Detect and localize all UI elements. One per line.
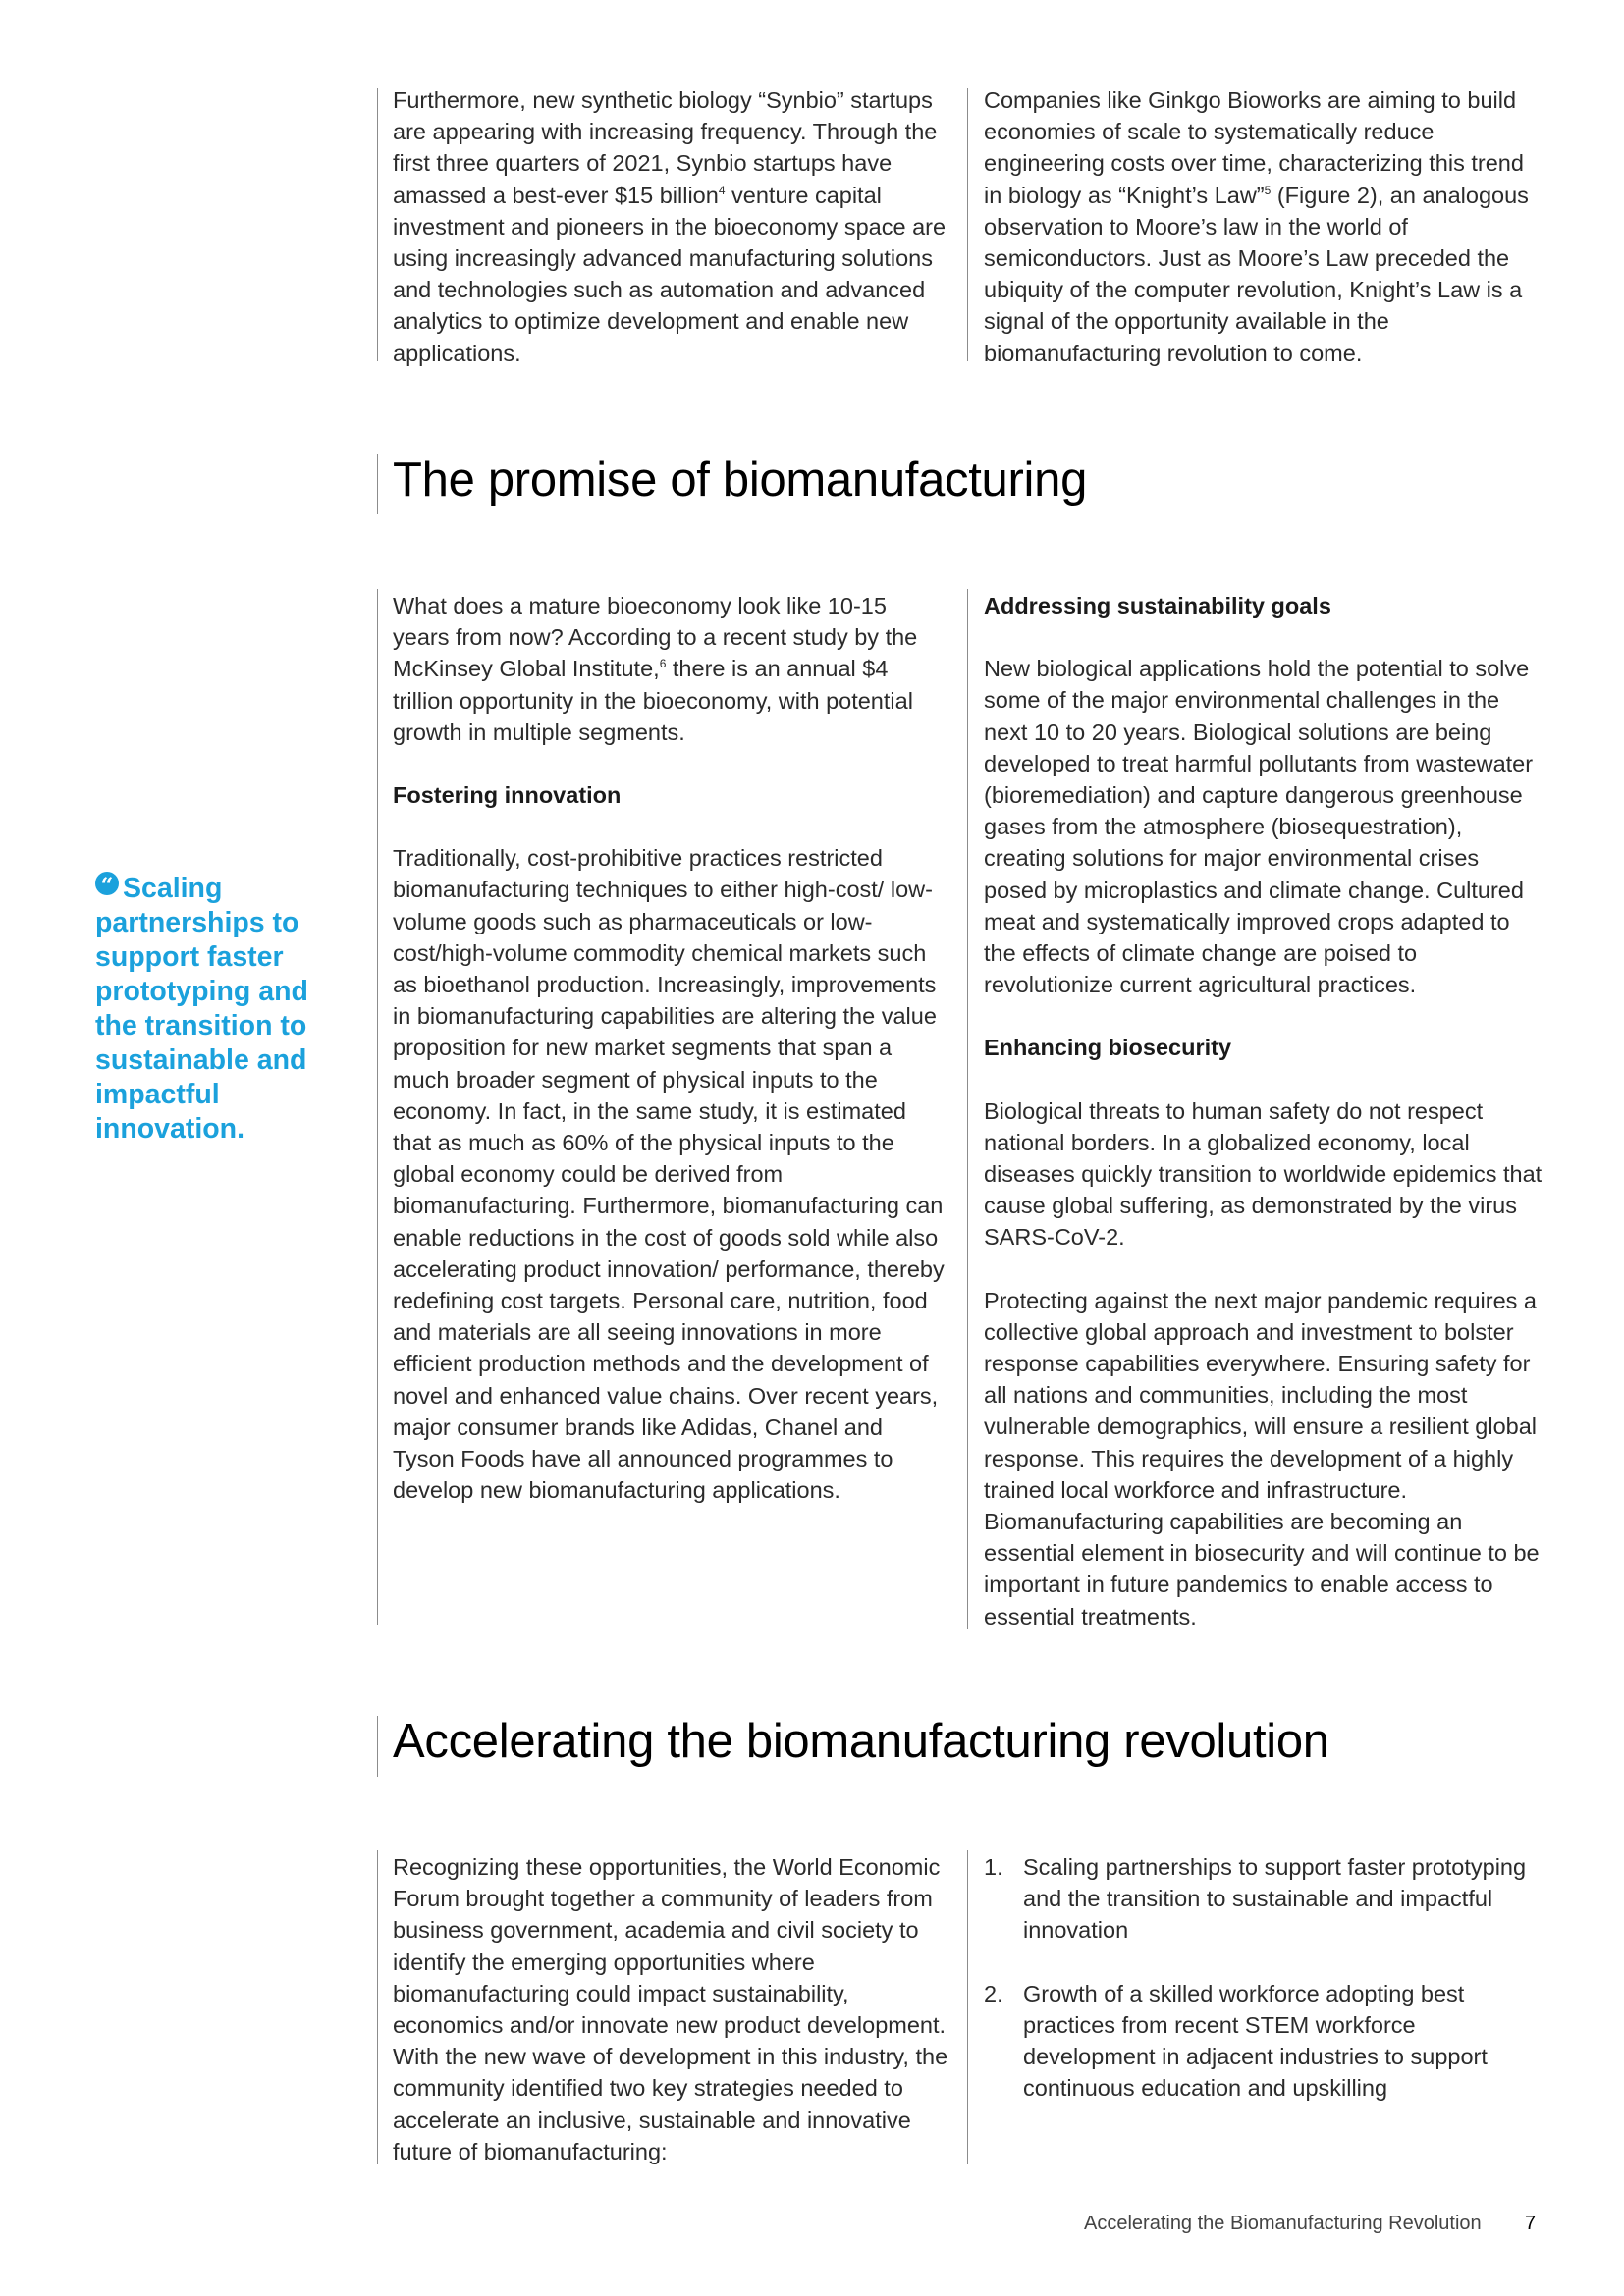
section1-left-rule (377, 589, 378, 1625)
biosecurity-body: Biological threats to human safety do not respect national borders. In a globalized economy, local diseases quickly transition to worldwide epidemics that cause global suffering, as demonstrated by the virus SARS-CoV-2. (984, 1097, 1543, 1251)
section2-right-rule (967, 1850, 968, 2164)
section2-title: Accelerating the biomanufacturing revolution (393, 1715, 1329, 1768)
section1-title: The promise of biomanufacturing (393, 454, 1088, 507)
top-right-column (984, 84, 1543, 369)
list-number: 1. (984, 1854, 1003, 1880)
footnote-ref-5[interactable]: 5 (1264, 183, 1272, 197)
sustainability-heading: Addressing sustainability goals (984, 593, 1331, 618)
strategy-list-item (984, 1851, 1543, 1947)
pull-quote-text: Scaling partnerships to support faster prototyping and the transition to sustainable and impactful innovation. (95, 873, 308, 1145)
top-right-rule (967, 88, 968, 361)
bioeconomy-intro: What does a mature bioeconomy look like 10-15 years from now? According to a recent study by the McKinsey Global Institute,$^6$ there is an annual $4 trillion opportunity in the bioeconomy, with potential growth in multiple segments. (393, 593, 918, 745)
biosecurity-heading: Enhancing biosecurity (984, 1035, 1232, 1061)
community-paragraph: Recognizing these opportunities, the World Economic Forum brought together a community of leaders from business government, academia and civil society to identify the emerging opportunities where biomanufacturing could impact sustainability, economics and/or innovate new product development. With the new wave of development in this industry, the community identified two key strategies needed to accelerate an inclusive, sustainable and innovative future of biomanufacturing: (393, 1854, 948, 2164)
strategy-list-item (984, 1978, 1543, 2105)
strategy-list (984, 1851, 1543, 2104)
list-number: 2. (984, 1980, 1003, 2006)
page-number: 7 (1525, 2213, 1537, 2234)
section2-right-column (984, 1851, 1543, 2104)
section1-heading-rule (377, 454, 378, 514)
pull-quote (95, 872, 321, 1147)
footer-title: Accelerating the Biomanufacturing Revolution (1084, 2213, 1482, 2234)
sustainability-body: New biological applications hold the potential to solve some of the major environmental challenges in the next 10 to 20 years. Biological solutions are being developed to treat harmful pollutants from wastewater (bioremediation) and capture dangerous greenhouse gases from the atmosphere (biosequestration), creating solutions for major environmental crises posed by microplastics and climate change. Cultured meat and systematically improved crops adapted to the effects of climate change are poised to revolutionize current agricultural practices. (984, 656, 1534, 998)
section2-left-column (393, 1851, 952, 2167)
knights-law-paragraph: Companies like Ginkgo Bioworks are aiming to build economies of scale to systematically reduce engineering costs over time, characterizing this trend in biology as “Knight’s Law”$^5$ (Figure 2), an analogous observation to Moore’s law in the world of semiconductors. Just as Moore’s Law preceded the ubiquity of the computer revolution, Knight’s Law is a signal of the opportunity available in the biomanufacturing revolution to come. (984, 87, 1529, 366)
fostering-innovation-body: Traditionally, cost-prohibitive practices restricted biomanufacturing techniques to either high-cost/ low-volume goods such as pharmaceuticals or low-cost/high-volume commodity chemical markets such as bioethanol production. Increasingly, improvements in biomanufacturing capabilities are altering the value proposition for new market segments that span a much broader segment of physical inputs to the economy. In fact, in the same study, it is estimated that as much as 60% of the physical inputs to the global economy could be derived from biomanufacturing. Furthermore, biomanufacturing can enable reductions in the cost of goods sold while also accelerating product innovation/ performance, thereby redefining cost targets. Personal care, nutrition, food and materials are all seeing innovations in more efficient production methods and the development of novel and enhanced value chains. Over recent years, major consumer brands like Adidas, Chanel and Tyson Foods have all announced programmes to develop new biomanufacturing applications. (393, 845, 945, 1504)
quote-icon: “ (95, 872, 119, 895)
fostering-innovation-heading: Fostering innovation (393, 782, 622, 809)
section1-left-column (393, 590, 947, 1506)
section2-heading-rule (377, 1716, 378, 1777)
pandemic-body: Protecting against the next major pandemic requires a collective global approach and investment to bolster response capabilities everywhere. Ensuring safety for all nations and communities, including the most vulnerable demographics, will ensure a resilient global response. This requires the development of a highly trained local workforce and infrastructure. Biomanufacturing capabilities are becoming an essential element in biosecurity and will continue to be important in future pandemics to enable access to essential treatments. (984, 1287, 1540, 1629)
footnote-ref-4[interactable]: 4 (718, 183, 726, 197)
synbio-paragraph: Furthermore, new synthetic biology “Synbio” startups are appearing with increasing frequency. Through the first three quarters of 2021, Synbio startups have amassed a best-ever $15 billion$^4$ venture capital investment and pioneers in the bioeconomy space are using increasingly advanced manufacturing solutions and technologies such as automation and advanced analytics to optimize development and enable new applications. (393, 87, 947, 366)
section1-right-column (984, 590, 1543, 1632)
top-left-column (393, 84, 947, 369)
section2-left-rule (377, 1850, 378, 2164)
top-left-rule (377, 88, 378, 361)
footnote-ref-6[interactable]: 6 (659, 657, 667, 671)
list-item-text: Scaling partnerships to support faster prototyping and the transition to sustainable and impactful innovation (1023, 1854, 1527, 1944)
section1-right-rule (967, 589, 968, 1629)
list-item-text: Growth of a skilled workforce adopting best practices from recent STEM workforce development in adjacent industries to support continuous education and upskilling (1023, 1980, 1488, 2102)
